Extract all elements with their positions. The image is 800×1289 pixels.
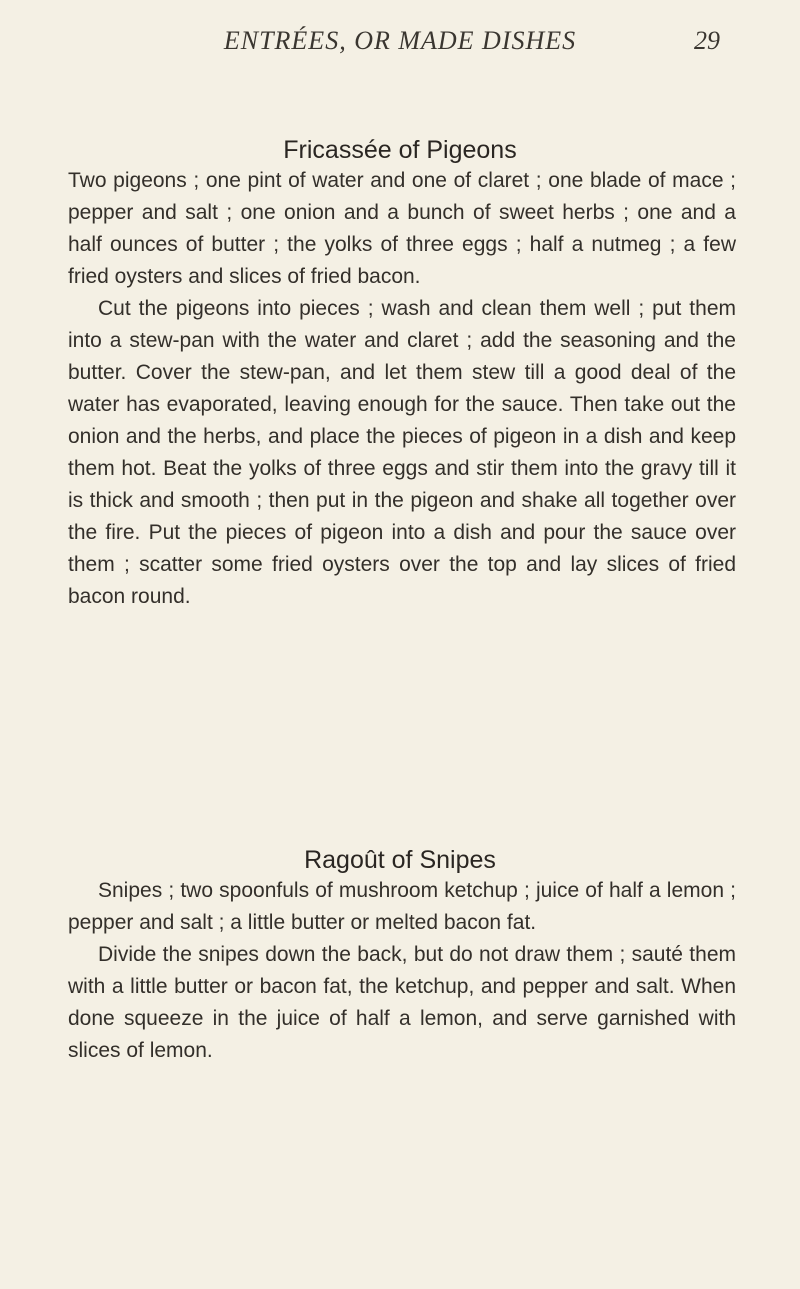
recipe-title-ragout: Ragoût of Snipes	[304, 846, 496, 874]
running-title: ENTRÉES, OR MADE DISHES	[223, 26, 577, 55]
recipe-ingredients: Snipes ; two spoonfuls of mushroom ketchup ; juice of half a lemon ; pepper and salt ; a little butter or melted bacon fat.	[68, 879, 736, 934]
recipe-body-ragout	[68, 875, 736, 1067]
recipe-method: Divide the snipes down the back, but do not draw them ; sauté them with a little butter or bacon fat, the ketchup, and pepper and salt. When done squeeze in the juice of half a lemon, and serve garnished with slices of lemon.	[68, 943, 736, 1062]
recipe-ingredients: Two pigeons ; one pint of water and one of claret ; one blade of mace ; pepper and salt ; one onion and a bunch of sweet herbs ; one and a half ounces of butter ; the yolks of three eggs ; half a nutmeg ; a few fried oysters and slices of fried bacon.	[68, 169, 736, 288]
recipe-body-fricassee	[68, 165, 736, 613]
recipe-title-fricassee: Fricassée of Pigeons	[283, 136, 517, 164]
page-number: 29	[694, 26, 720, 55]
running-header	[0, 26, 800, 66]
recipe-method: Cut the pigeons into pieces ; wash and clean them well ; put them into a stew-pan with the water and claret ; add the seasoning and the butter. Cover the stew-pan, and let them stew till a good deal of the water has evaporated, leaving enough for the sauce. Then take out the onion and the herbs, and place the pieces of pigeon in a dish and keep them hot. Beat the yolks of three eggs and stir them into the gravy till it is thick and smooth ; then put in the pigeon and shake all together over the fire. Put the pieces of pigeon into a dish and pour the sauce over them ; scatter some fried oysters over the top and lay slices of fried bacon round.	[68, 297, 736, 608]
